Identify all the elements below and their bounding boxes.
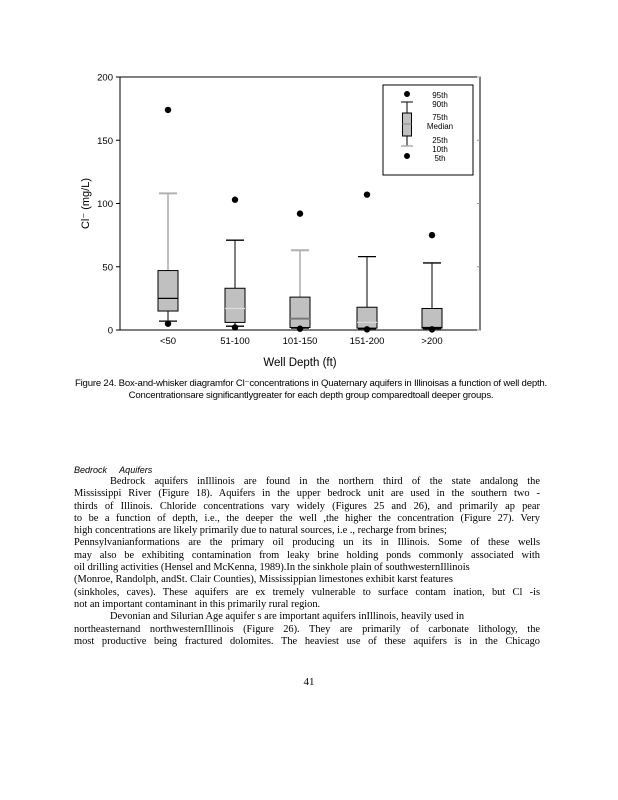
text-line: most productive being fractured dolomites. The heaviest use of these aquifers is in the Chicago <box>74 635 540 647</box>
page-number: 41 <box>303 676 315 688</box>
p95-point <box>232 197 238 203</box>
legend-label: 10th <box>432 145 448 154</box>
p5-point <box>364 326 370 332</box>
legend-label: 5th <box>434 154 446 163</box>
y-axis-label: Cl⁻ (mg/L) <box>80 177 92 230</box>
text-line: not an important contaminant in this primarily rural region. <box>74 598 321 610</box>
legend-label: 75th <box>432 113 448 122</box>
text-line: high concentrations are likely primarily due to natural sources, i.e ., recharge from brines; <box>74 525 447 537</box>
p5-point <box>297 326 303 332</box>
p95-point <box>165 107 171 113</box>
text-line: Pennsylvanianformations are the primary oil producing un its in Illinois. Some of these wells <box>74 537 540 549</box>
legend-label: 25th <box>432 136 448 145</box>
iqr-box <box>290 297 310 327</box>
text-line: oil drilling activities (Hensel and McKenna, 1989).In the sinkhole plain of southwesternIllinois <box>74 562 470 574</box>
legend-label: 90th <box>432 100 448 109</box>
text-line: to be a function of depth, i.e., the deeper the well ,the higher the concentration (Figure 27). Very <box>74 512 540 524</box>
p5-point <box>429 326 435 332</box>
y-tick-label: 50 <box>102 262 113 274</box>
legend-label: Median <box>426 122 454 131</box>
p95-point <box>297 210 303 216</box>
text-line: Mississippi River (Figure 18). Aquifers in the upper bedrock unit are used in the southern two - <box>74 488 540 500</box>
text-line: (sinkholes, caves). These aquifers are ex tremely vulnerable to surface contam ination, but Cl -is <box>74 586 540 598</box>
x-tick-label: 151-200 <box>349 336 385 347</box>
y-tick-label: 200 <box>97 72 113 84</box>
body-text <box>74 476 540 648</box>
y-tick-label: 100 <box>97 199 113 210</box>
p95-point <box>429 232 435 238</box>
section-heading: Bedrock Aquifers <box>74 465 153 475</box>
x-tick-label: >200 <box>421 336 443 347</box>
p5-point <box>165 320 171 326</box>
box-whisker-chart <box>0 0 618 380</box>
legend-p5-point <box>404 153 410 159</box>
text-line: (Monroe, Randolph, andSt. Clair Counties), Mississippian limestones exhibit karst features <box>74 574 453 586</box>
iqr-box <box>422 308 442 328</box>
x-tick-label: 101-150 <box>282 336 318 347</box>
y-tick-label: 0 <box>107 325 113 337</box>
text-line: may also be exhibiting contamination from leaky brine holding ponds commonly associated with <box>74 549 540 561</box>
iqr-box <box>158 271 178 311</box>
p5-point <box>232 324 238 330</box>
chart-plot <box>80 73 480 370</box>
iqr-box <box>357 307 377 328</box>
text-line: Devonian and Silurian Age aquifer s are important aquifers inIllinois, heavily used in <box>110 611 465 623</box>
legend-p95-point <box>404 91 410 97</box>
legend-label: 95th <box>432 91 448 100</box>
text-line: thirds of Illinois. Chloride concentrations vary widely (Figures 25 and 26), and primarily ap pear <box>74 500 540 512</box>
text-line: Bedrock aquifers inIllinois are found in the northern third of the state andalong the <box>110 476 540 487</box>
y-tick-label: 150 <box>97 135 113 147</box>
text-line: northeasternand northwesternIllinois (Figure 26). They are primarily of carbonate lithology, the <box>74 623 540 635</box>
iqr-box <box>225 288 245 322</box>
x-axis-label: Well Depth (ft) <box>263 357 337 369</box>
x-tick-label: <50 <box>159 336 177 347</box>
p95-point <box>364 191 370 197</box>
figure-caption: Figure 24. Box-and-whisker diagramfor Cl⁻concentrations in Quaternary aquifers in Illinoisas a function of well depth. Concentrationsare significantlygreater for each depth group comparedtoall deeper groups. <box>74 378 548 401</box>
x-tick-label: 51-100 <box>220 336 250 347</box>
